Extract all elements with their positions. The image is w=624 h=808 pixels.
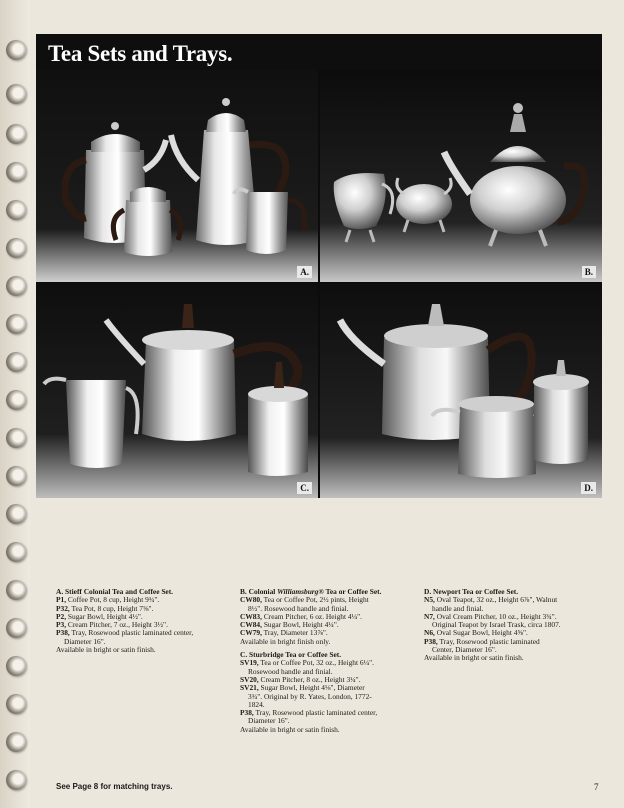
binding-ring [6,238,26,258]
caption-item: P38, Tray, Rosewood plastic laminated center, [56,628,194,638]
photo-label: C. [297,482,312,494]
caption-finish: Available in bright or satin finish. [424,653,524,663]
binding-ring [6,656,26,676]
binding-ring [6,542,26,562]
binding-ring [6,504,26,524]
caption-title: B. Colonial Williamsburg® Tea or Coffee Set. [240,587,382,596]
binding-ring [6,580,26,600]
captions [56,588,596,748]
photo-grid [36,70,602,498]
binding-ring [6,124,26,144]
binding-ring [6,466,26,486]
caption-item: P3, Cream Pitcher, 7 oz., Height 3½". [56,620,168,630]
page-title: Tea Sets and Trays. [48,41,233,66]
photo-c [36,284,318,498]
binding-ring [6,618,26,638]
caption-item: CW83, Cream Pitcher, 6 oz. Height 4¼". [240,611,362,621]
binding-ring [6,84,26,104]
caption-item-cont: 8½". Rosewood handle and finial. [248,603,349,613]
caption-item: P2, Sugar Bowl, Height 4½". [56,611,143,621]
caption-title: A. Stieff Colonial Tea and Coffee Set. [56,587,174,596]
caption-item-cont: Diameter 16". [248,716,290,726]
binding-ring [6,276,26,296]
page-header [36,34,602,70]
caption-item-cont: 3¾". Original by R. Yates, London, 1772- [248,691,372,701]
caption-item-cont: Rosewood handle and finial. [248,666,333,676]
caption-c [240,651,420,734]
caption-item: CW84, Sugar Bowl, Height 4¼". [240,620,339,630]
caption-item: CW80, Tea or Coffee Pot, 2½ pints, Height [240,595,369,605]
caption-d [424,588,596,663]
caption-a [56,588,234,654]
binding-ring [6,732,26,752]
caption-item-cont: Diameter 16". [64,636,106,646]
binding-ring [6,40,26,60]
photo-label: D. [581,482,596,494]
caption-item-cont: handle and finial. [432,603,484,613]
spiral-binding [0,0,30,808]
binding-ring [6,352,26,372]
binding-ring [6,428,26,448]
caption-item-cont: Center, Diameter 16". [432,645,497,655]
photo-d [320,284,602,498]
caption-item: SV21, Sugar Bowl, Height 4⅛", Diameter [240,683,365,693]
caption-item-cont: 1824. [248,699,265,709]
photo-b [320,70,602,282]
photo-label: B. [582,266,596,278]
photo-a [36,70,318,282]
caption-item: N6, Oval Sugar Bowl, Height 4⅝". [424,628,528,638]
photo-label: A. [297,266,312,278]
caption-item: P38, Tray, Rosewood plastic laminated [424,636,540,646]
footer-note: See Page 8 for matching trays. [56,782,173,791]
caption-item: SV19, Tea or Coffee Pot, 32 oz., Height 6¼". [240,658,375,668]
caption-finish: Available in bright finish only. [240,636,331,646]
caption-item: P32, Tea Pot, 8 cup, Height 7⅝". [56,603,154,613]
caption-item: P1, Coffee Pot, 8 cup, Height 9¾". [56,595,160,605]
binding-ring [6,162,26,182]
page-number: 7 [594,782,599,792]
binding-ring [6,770,26,790]
caption-b [240,588,420,734]
caption-title: C. Sturbridge Tea or Coffee Set. [240,650,342,660]
binding-ring [6,314,26,334]
caption-title: D. Newport Tea or Coffee Set. [424,587,519,596]
binding-ring [6,694,26,714]
caption-item-cont: Original Teapot by Israel Trask, circa 1807. [432,620,561,630]
caption-finish: Available in bright or satin finish. [240,724,340,734]
caption-item: SV20, Cream Pitcher, 8 oz., Height 3¼". [240,674,361,684]
binding-ring [6,200,26,220]
caption-item: P38, Tray, Rosewood plastic laminated center, [240,708,378,718]
caption-item: N5, Oval Teapot, 32 oz., Height 6⅞", Walnut [424,595,558,605]
caption-finish: Available in bright or satin finish. [56,645,156,655]
caption-item: CW79, Tray, Diameter 13⅞". [240,628,328,638]
caption-item: N7, Oval Cream Pitcher, 10 oz., Height 3¾". [424,611,557,621]
binding-ring [6,390,26,410]
